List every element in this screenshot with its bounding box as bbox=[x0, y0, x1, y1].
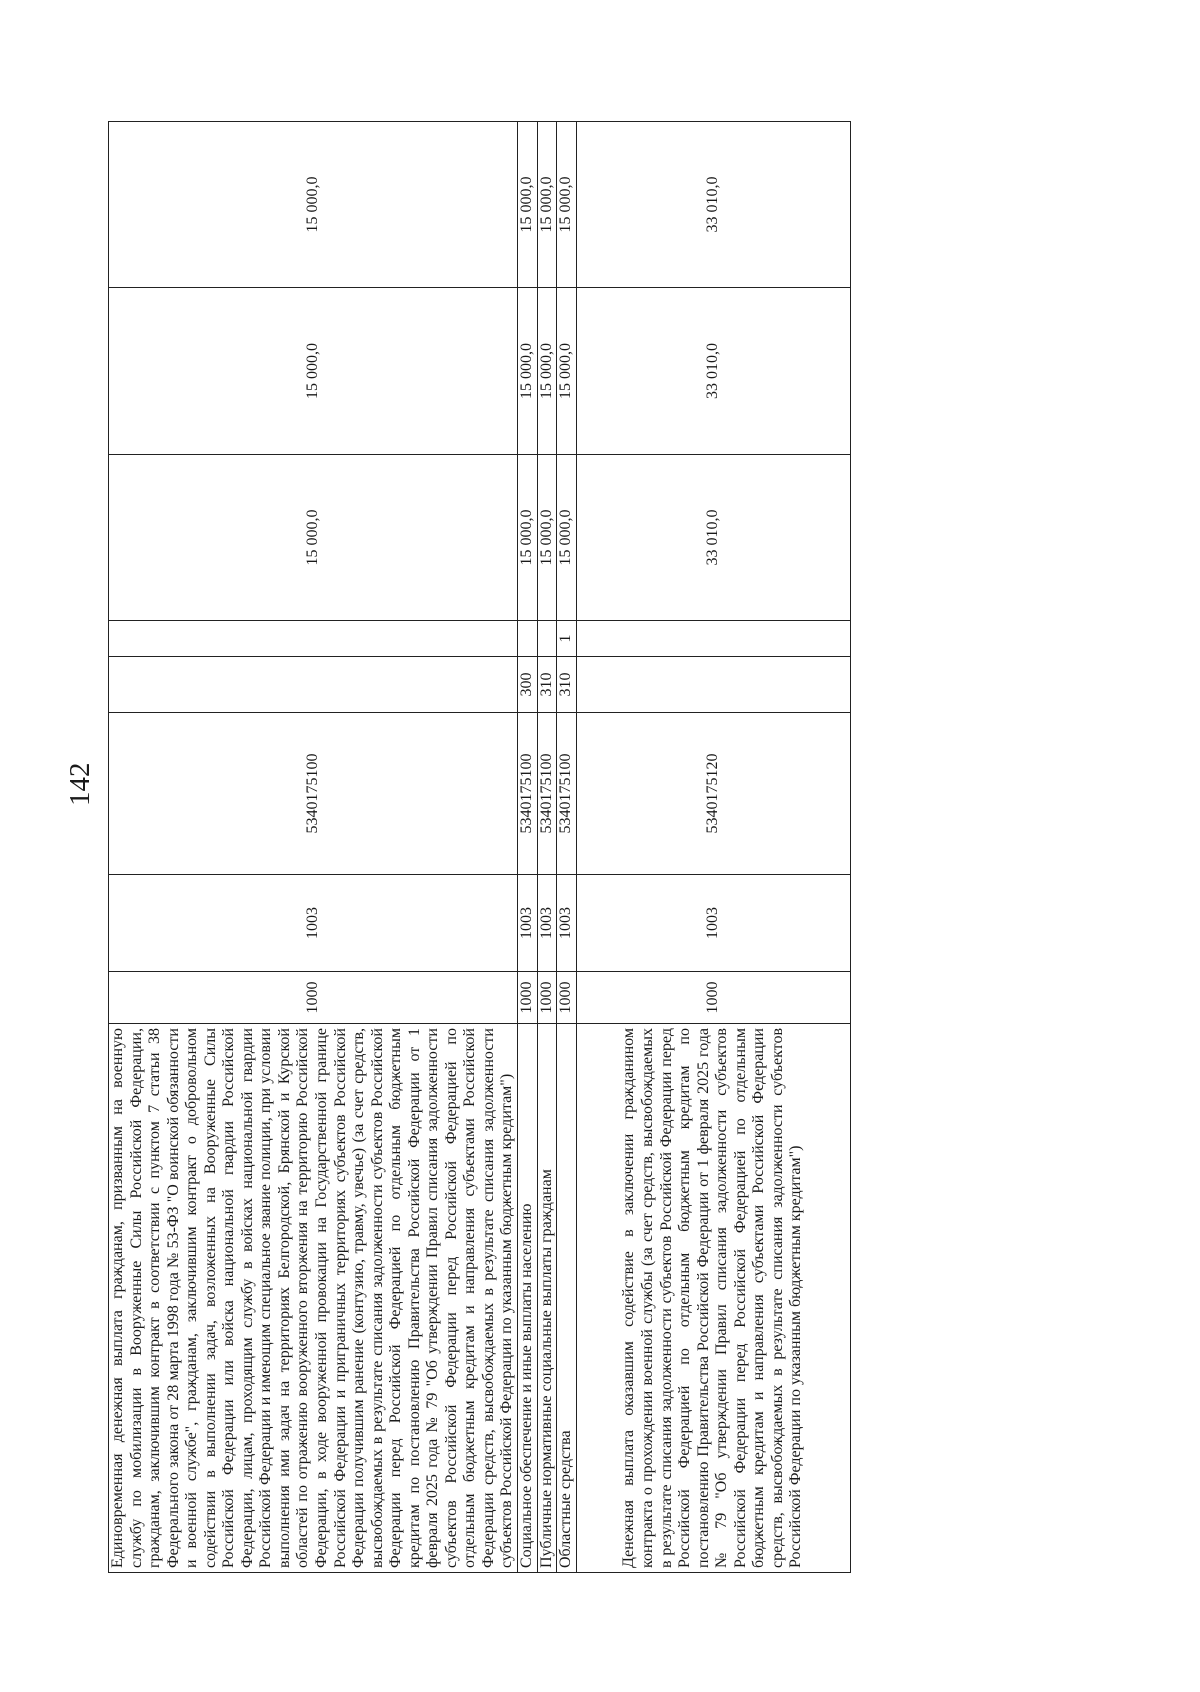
page-number: 142 bbox=[64, 762, 96, 806]
sum-year-3: 33 010,0 bbox=[576, 122, 850, 288]
sum-year-2: 15 000,0 bbox=[518, 288, 538, 455]
sum-year-3: 15 000,0 bbox=[557, 122, 577, 288]
section-code: 1000 bbox=[537, 972, 557, 1024]
sum-year-2: 15 000,0 bbox=[109, 288, 518, 455]
rotated-page-content bbox=[108, 122, 1068, 1573]
target-article-code: 5340175100 bbox=[518, 713, 538, 875]
subsection-code: 1003 bbox=[537, 875, 557, 972]
sum-year-2: 15 000,0 bbox=[537, 288, 557, 455]
sum-year-1: 33 010,0 bbox=[576, 455, 850, 621]
sum-year-1: 15 000,0 bbox=[518, 455, 538, 621]
sum-year-2: 33 010,0 bbox=[576, 288, 850, 455]
target-article-code: 5340175100 bbox=[109, 713, 518, 875]
target-article-code: 5340175100 bbox=[557, 713, 577, 875]
source-flag bbox=[109, 621, 518, 657]
table-row bbox=[576, 122, 850, 1573]
row-description: Единовременная денежная выплата гражданам, призванным на военную службу по мобилизации в Вооруженные Силы Российской Федерации, гражданам, заключившим контракт в соответствии с пунктом 7 статьи 38 Федерального закона от 28 марта 1998 года № 53-ФЗ "О воинской обязанности и военной службе", гражданам, заключившим контракт о добровольном содействии в выполнении задач, возложенных на Вооруженные Силы Российской Федерации или войска национальной гвардии Российской Федерации, лицам, проходящим службу в войсках национальной гвардии Российской Федерации и имеющим специальное звание полиции, при условии выполнения ими задач на территориях Белгородской, Брянской и Курской областей по отражению вооруженного вторжения на территорию Российской Федерации, в ходе вооруженной провокации на Государственной границе Российской Федерации и приграничных территориях субъектов Российской Федерации получившим ранение (контузию, травму, увечье) (за счет средств, высвобождаемых в результате списания задолженности субъектов Российской Федерации перед Российской Федерацией по отдельным бюджетным кредитам по постановлению Правительства Российской Федерации от 1 февраля 2025 года № 79 "Об утверждении Правил списания задолженности субъектов Российской Федерации перед Российской Федерацией по отдельным бюджетным кредитам и направления субъектами Российской Федерации средств, высвобождаемых в результате списания задолженности субъектов Российской Федерации по указанным бюджетным кредитам") bbox=[109, 1024, 518, 1573]
target-article-code: 5340175100 bbox=[537, 713, 557, 875]
section-code: 1000 bbox=[518, 972, 538, 1024]
target-article-code: 5340175120 bbox=[576, 713, 850, 875]
subsection-code: 1003 bbox=[109, 875, 518, 972]
sum-year-1: 15 000,0 bbox=[557, 455, 577, 621]
budget-table bbox=[108, 121, 851, 1573]
expense-type-code: 300 bbox=[518, 657, 538, 713]
expense-type-code bbox=[576, 657, 850, 713]
sum-year-3: 15 000,0 bbox=[537, 122, 557, 288]
expense-type-code: 310 bbox=[557, 657, 577, 713]
source-flag bbox=[518, 621, 538, 657]
row-description: Денежная выплата оказавшим содействие в заключении гражданином контракта о прохождении военной службы (за счет средств, высвобождаемых в результате списания задолженности субъектов Российской Федерации перед Российской Федерацией по отдельным бюджетным кредитам по постановлению Правительства Российской Федерации от 1 февраля 2025 года № 79 "Об утверждении Правил списания задолженности субъектов Российской Федерации перед Российской Федерацией по отдельным бюджетным кредитам и направления субъектами Российской Федерации средств, высвобождаемых в результате списания задолженности субъектов Российской Федерации по указанным бюджетным кредитам") bbox=[576, 1024, 850, 1573]
subsection-code: 1003 bbox=[518, 875, 538, 972]
sum-year-1: 15 000,0 bbox=[537, 455, 557, 621]
sum-year-2: 15 000,0 bbox=[557, 288, 577, 455]
table-row bbox=[518, 122, 538, 1573]
table-row bbox=[109, 122, 518, 1573]
source-flag bbox=[576, 621, 850, 657]
subsection-code: 1003 bbox=[557, 875, 577, 972]
table-row bbox=[537, 122, 557, 1573]
sum-year-1: 15 000,0 bbox=[109, 455, 518, 621]
expense-type-code: 310 bbox=[537, 657, 557, 713]
table-row bbox=[557, 122, 577, 1573]
section-code: 1000 bbox=[557, 972, 577, 1024]
source-flag bbox=[537, 621, 557, 657]
section-code: 1000 bbox=[109, 972, 518, 1024]
expense-type-code bbox=[109, 657, 518, 713]
row-description: Социальное обеспечение и иные выплаты населению bbox=[518, 1024, 538, 1573]
source-flag: 1 bbox=[557, 621, 577, 657]
row-description: Областные средства bbox=[557, 1024, 577, 1573]
section-code: 1000 bbox=[576, 972, 850, 1024]
sum-year-3: 15 000,0 bbox=[109, 122, 518, 288]
sum-year-3: 15 000,0 bbox=[518, 122, 538, 288]
subsection-code: 1003 bbox=[576, 875, 850, 972]
row-description: Публичные нормативные социальные выплаты гражданам bbox=[537, 1024, 557, 1573]
